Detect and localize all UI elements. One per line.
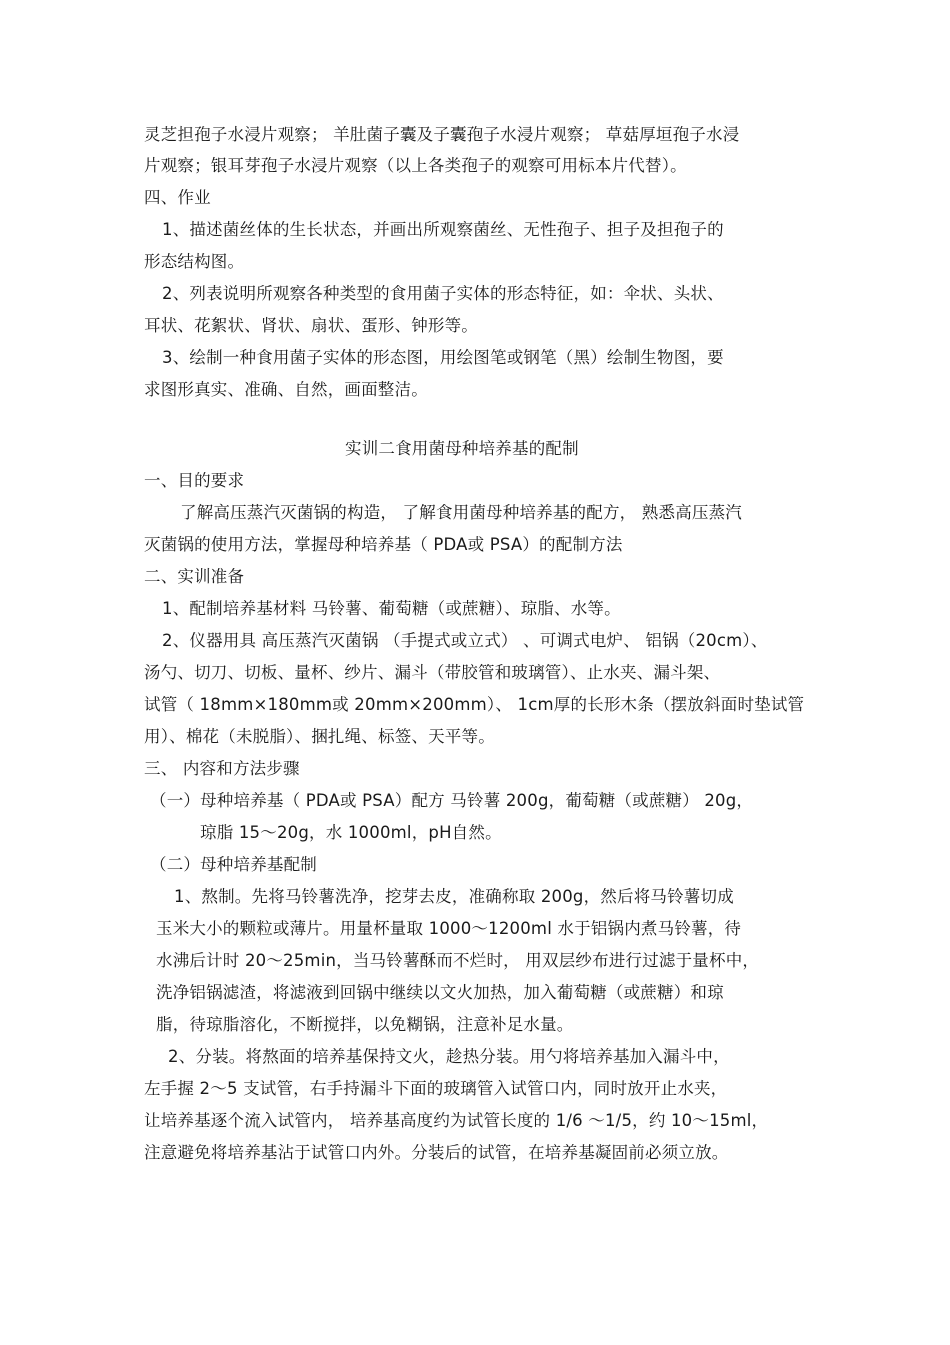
text-line-24: 1、熬制。先将马铃薯洗净，挖芽去皮，准确称取 200g，然后将马铃薯切成 [174, 887, 734, 906]
section-heading-homework: 四、作业 [144, 188, 211, 207]
section-heading-objectives: 一、目的要求 [144, 471, 245, 490]
section-heading-procedure: 三、 内容和方法步骤 [144, 759, 300, 778]
text-line-7: 耳状、花絮状、肾状、扇状、蛋形、钟形等。 [144, 316, 478, 335]
page-title: 实训二食用菌母种培养基的配制 [345, 439, 579, 458]
text-line-2: 片观察；银耳芽孢子水浸片观察（以上各类孢子的观察可用标本片代替）。 [144, 156, 687, 175]
text-line-4: 1、描述菌丝体的生长状态，并画出所观察菌丝、无性孢子、担子及担孢子的 [162, 220, 724, 239]
text-line-16: 2、仪器用具 高压蒸汽灭菌锅 （手提式或立式） 、可调式电炉、 铝锅（20cm）、 [162, 631, 768, 650]
text-line-9: 求图形真实、准确、自然，画面整洁。 [144, 380, 428, 399]
subsection-heading-preparation: （二）母种培养基配制 [150, 855, 317, 874]
text-line-13: 灭菌锅的使用方法，掌握母种培养基（ PDA或 PSA）的配制方法 [144, 535, 623, 554]
text-line-15: 1、配制培养基材料 马铃薯、葡萄糖（或蔗糖）、琼脂、水等。 [162, 599, 621, 618]
text-line-5: 形态结构图。 [144, 252, 245, 271]
text-line-21: （一）母种培养基（ PDA或 PSA）配方 马铃薯 200g，葡萄糖（或蔗糖） 20g， [150, 791, 754, 810]
text-line-12: 了解高压蒸汽灭菌锅的构造， 了解食用菌母种培养基的配方， 熟悉高压蒸汽 [180, 503, 742, 522]
text-line-8: 3、绘制一种食用菌子实体的形态图，用绘图笔或钢笔（黑）绘制生物图，要 [162, 348, 724, 367]
text-line-32: 注意避免将培养基沾于试管口内外。分装后的试管，在培养基凝固前必须立放。 [144, 1143, 729, 1162]
text-line-30: 左手握 2～5 支试管，右手持漏斗下面的玻璃管入试管口内，同时放开止水夹， [144, 1079, 728, 1098]
text-line-26: 水沸后计时 20～25min，当马铃薯酥而不烂时， 用双层纱布进行过滤于量杯中， [156, 951, 760, 970]
text-line-28: 脂，待琼脂溶化，不断搅拌，以免糊锅，注意补足水量。 [156, 1015, 574, 1034]
section-heading-preparation: 二、实训准备 [144, 567, 245, 586]
text-line-27: 洗净铝锅滤渣，将滤液到回锅中继续以文火加热，加入葡萄糖（或蔗糖）和琼 [156, 983, 724, 1002]
text-line-22: 琼脂 15～20g，水 1000ml，pH自然。 [200, 823, 502, 842]
text-line-6: 2、列表说明所观察各种类型的食用菌子实体的形态特征，如：伞状、头状、 [162, 284, 724, 303]
text-line-18: 试管（ 18mm×180mm或 20mm×200mm）、 1cm厚的长形木条（摆放斜面时垫试管 [144, 695, 805, 714]
text-line-19: 用）、棉花（未脱脂）、捆扎绳、标签、天平等。 [144, 727, 495, 746]
text-line-25: 玉米大小的颗粒或薄片。用量杯量取 1000～1200ml 水于铝锅内煮马铃薯，待 [156, 919, 742, 938]
text-line-29: 2、分装。将熬面的培养基保持文火，趁热分装。用勺将培养基加入漏斗中， [168, 1047, 730, 1066]
text-line-1: 灵芝担孢子水浸片观察； 羊肚菌子囊及子囊孢子水浸片观察； 草菇厚垣孢子水浸 [144, 125, 740, 144]
text-line-17: 汤勺、切刀、切板、量杯、纱片、漏斗（带胶管和玻璃管）、止水夹、漏斗架、 [144, 663, 721, 682]
text-line-31: 让培养基逐个流入试管内， 培养基高度约为试管长度的 1/6 ～1/5，约 10～15ml， [144, 1111, 769, 1130]
